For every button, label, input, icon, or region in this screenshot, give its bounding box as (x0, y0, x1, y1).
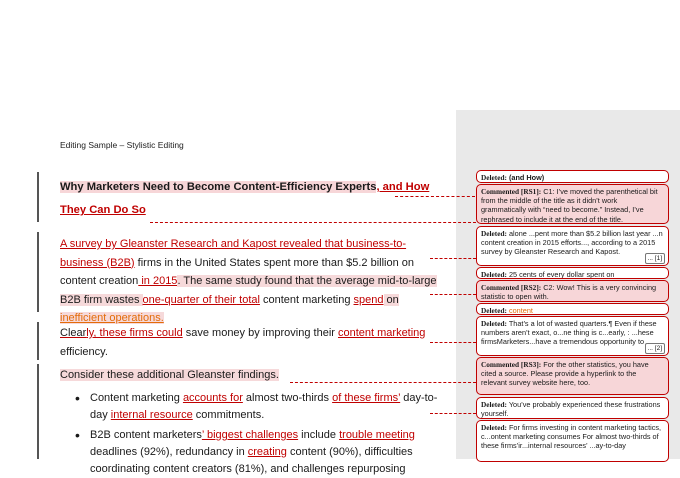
inserted-text: one-quarter of their (142, 293, 237, 306)
comment-connector (430, 342, 476, 343)
highlighted-text: on (383, 293, 399, 306)
document-title[interactable] (60, 178, 440, 219)
bullet-text: B2B content marketers’ biggest challenges include trouble meeting deadlines (92%), redundancy in creating content (90%), difficulties coordinating content creators (81%), and challenges repurposing (90, 429, 415, 475)
balloon-label: Commented [RS1]: (481, 187, 542, 196)
highlighted-text: . The same study found that the average mid-to-large B2B firm wastes (60, 275, 437, 306)
balloon-text: You’ve probably experienced these frustrations yourself. (481, 400, 661, 419)
comment-connector (150, 222, 476, 223)
deletion-balloon[interactable] (476, 303, 669, 315)
balloon-label: Commented [RS2]: (481, 283, 542, 292)
balloon-text: 25 cents of every dollar spent on (508, 270, 615, 279)
change-bar (37, 364, 39, 459)
balloon-label: Deleted: (481, 270, 507, 279)
balloon-label: Deleted: (481, 423, 507, 432)
deletion-balloon[interactable] (476, 226, 669, 266)
inserted-text: ly, these firms could (86, 327, 183, 339)
balloon-text: For firms investing in content marketing tactics, c...ontent marketing consumes (481, 423, 662, 442)
deletion-balloon[interactable] (476, 397, 669, 419)
inserted-text: spend (353, 293, 384, 306)
body-text: efficiency. (60, 345, 108, 358)
inserted-text: content marketing (337, 327, 426, 339)
bullet-dot-icon: • (75, 390, 80, 406)
balloon-text: For the other statistics, you have cited a source. Please provide a hyperlink to the relevant survey website here, too. (481, 360, 649, 388)
balloon-text: That’s a lot of wasted quarters.¶ Even if these numbers aren’t exact, o...ne thing is c...early, : ...hese firmsMarketers...have a tremendous opportunity to (481, 319, 657, 347)
balloon-label: Deleted: (481, 306, 507, 315)
more-button[interactable]: ... [1] (645, 253, 665, 264)
balloon-label: Deleted: (481, 173, 507, 182)
balloon-label: Deleted: (481, 229, 507, 238)
body-text: content marketing (259, 293, 354, 306)
balloon-text: (and How) (508, 173, 545, 182)
comment-connector (395, 196, 475, 197)
balloon-text: For almost two-thirds of these firms’ir...internal resources’ ...ay-to-day (481, 432, 659, 451)
comment-connector (430, 294, 476, 295)
balloon-text: C1: I’ve moved the parenthetical bit from the middle of the title as it didn’t work grammatically with “need to become.” Instead, I’ve rephrased to include it at the end of the title. (481, 187, 658, 224)
moved-text: inefficient operations. (60, 312, 164, 324)
balloon-text: C2: Wow! This is a very convincing statistic to open with. (481, 283, 657, 302)
inserted-text: A survey by Gleanster Research and Kapost revealed that business-to-business (B2B) (60, 238, 407, 269)
deletion-balloon[interactable] (476, 420, 669, 462)
balloon-label: Commented [RS3]: (481, 360, 542, 369)
change-bar (37, 172, 39, 222)
comment-connector (430, 413, 476, 414)
body-text: Clear (60, 327, 87, 339)
change-bar (37, 232, 39, 312)
bullet-dot-icon: • (75, 427, 80, 443)
body-text: firms in the United States spent more than $5.2 billion on content creation (60, 256, 415, 287)
balloon-text: alone ...pent more than $5.2 billion last year ...n content creation in 2015 efforts..., according to a 2015 survey by Gleanster Research and Kapost. (481, 229, 663, 257)
bullet-text: Content marketing accounts for almost two-thirds of these firms’ day-to-day internal resource commitments. (90, 392, 438, 421)
deletion-balloon[interactable] (476, 267, 669, 279)
comment-balloon[interactable] (476, 357, 669, 395)
comment-connector (290, 382, 476, 383)
balloon-text: content (508, 306, 533, 315)
comment-balloon[interactable] (476, 280, 669, 302)
balloon-label: Deleted: (481, 400, 507, 409)
highlighted-text: Consider these additional Gleanster findings. (60, 369, 279, 381)
paragraph-1[interactable] (60, 235, 440, 328)
margin-top-blank (456, 0, 680, 110)
comment-balloon[interactable] (476, 184, 669, 224)
paragraph-2[interactable] (60, 324, 440, 361)
deletion-balloon[interactable] (476, 170, 669, 183)
title-insertion: , and How (376, 181, 430, 193)
balloon-label: Deleted: (481, 319, 507, 328)
more-button[interactable]: ... [2] (645, 343, 665, 354)
change-bar (37, 322, 39, 360)
comment-connector (430, 258, 476, 259)
title-text: Why Marketers Need to Become Content-Efficiency Experts (60, 181, 377, 193)
body-text: save money by improving their (182, 327, 338, 339)
page-header: Editing Sample – Stylistic Editing (60, 140, 184, 150)
inserted-text: total (236, 293, 260, 306)
title-insertion-2: They Can Do So (60, 204, 146, 216)
inserted-text: in 2015 (138, 275, 178, 287)
deletion-balloon[interactable] (476, 316, 669, 356)
